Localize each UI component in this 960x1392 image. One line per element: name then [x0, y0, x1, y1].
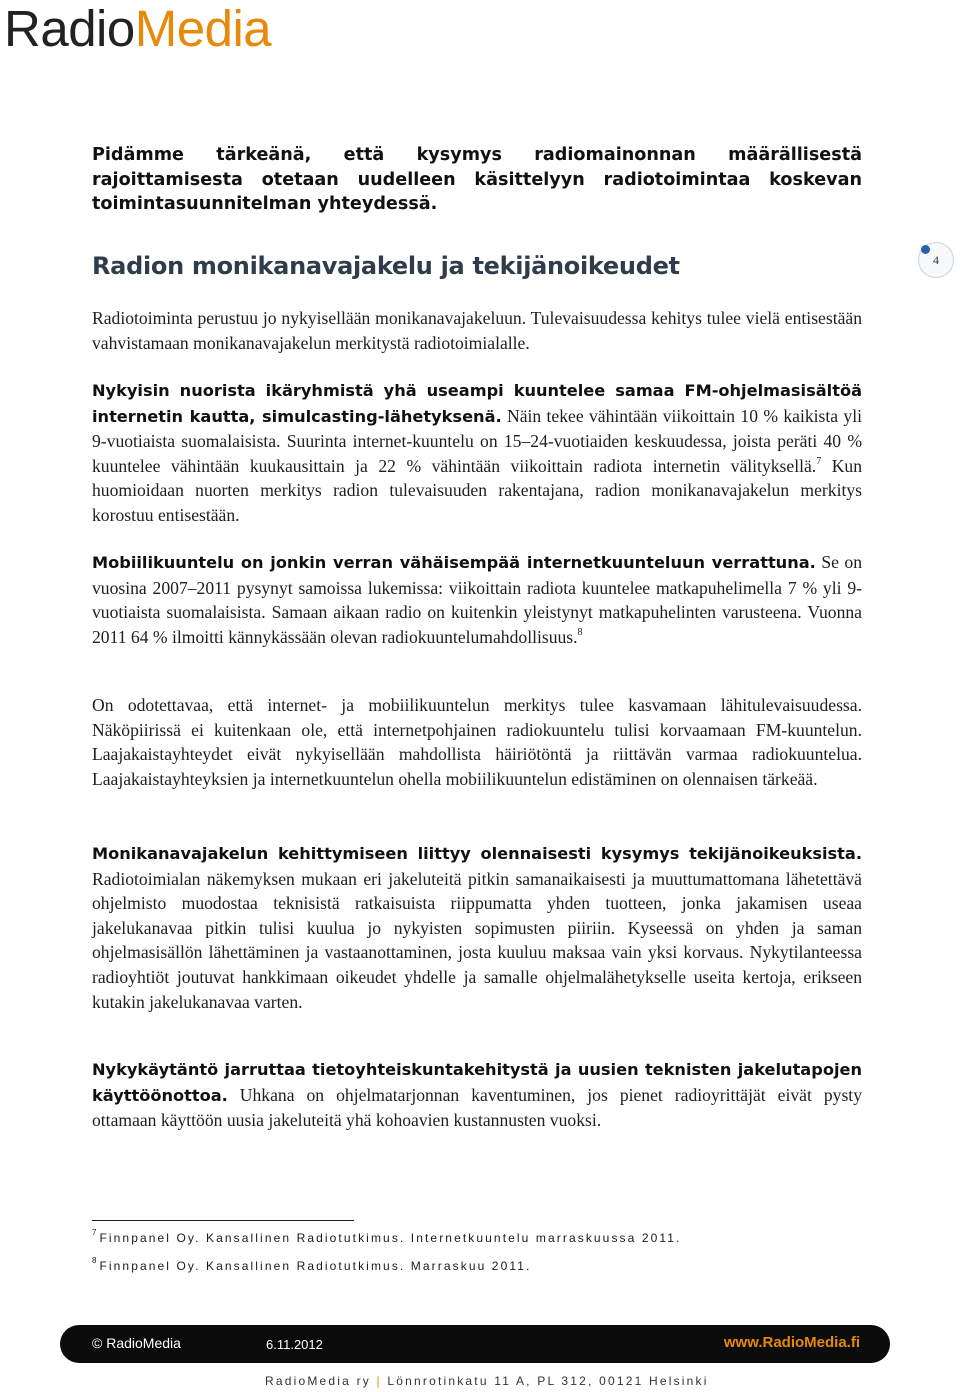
paragraph-2: [92, 378, 862, 528]
logo-media: Media: [134, 0, 272, 57]
footnote-8: [92, 1256, 532, 1273]
intro-paragraph: [92, 143, 862, 217]
address-org: RadioMedia ry: [265, 1374, 371, 1388]
intro-text: Pidämme tärkeänä, että kysymys radiomainonnan määrällisestä rajoittamisesta otetaan uudelleen käsittelyyn radiotoimintaa koskevan toimintasuunnitelman yhteydessä.: [92, 145, 862, 215]
paragraph-3: [92, 550, 862, 649]
radiomedia-logo: [4, 0, 271, 58]
footnote-7-text: Finnpanel Oy. Kansallinen Radiotutkimus. Internetkuuntelu marraskuussa 2011.: [99, 1231, 682, 1245]
paragraph-5-block: [92, 841, 862, 1014]
footer-copyright: © RadioMedia: [92, 1335, 181, 1351]
paragraph-3-text: Se on vuosina 2007–2011 pysynyt samoissa lukemissa: viikoittain radiota kuuntelee matkapuhelimella 7 % yli 9-vuotiaista suomalaisista. Samaan aikaan radio on kuitenkin yleistynyt matkapuhelinten varusteena. Vuonna 2011 64 % ilmoitti kännykässään olevan radiokuuntelumahdollisuus.: [92, 552, 863, 647]
paragraph-2-text: Näin tekee vähintään viikoittain 10 % kaikista yli 9-vuotiaista suomalaisista. Suurinta internet-kuuntelu on 15–24-vuotiaiden keskuudessa, joista peräti 40 % kuuntelee vähintään kuukausittain ja 22 % vähintään viikoittain radiota internetin välityksellä.: [92, 405, 862, 476]
page-number-badge: [918, 242, 954, 278]
footnote-8-text: Finnpanel Oy. Kansallinen Radiotutkimus. Marraskuu 2011.: [99, 1259, 532, 1273]
paragraph-5: [92, 841, 862, 1014]
address-street: Lönnrotinkatu 11 A, PL 312, 00121 Helsinki: [387, 1374, 709, 1388]
footnote-divider: [92, 1220, 354, 1221]
footnote-8-number: 8: [92, 1256, 97, 1265]
footnote-7-number: 7: [92, 1228, 97, 1237]
paragraph-6-block: [92, 1057, 862, 1133]
paragraph-5-text: Radiotoimialan näkemyksen mukaan eri jakeluteitä pitkin samanaikaisesti ja muuttumattomana lähetettävä ohjelmisto muodostaa teknisistä ratkaisuista riippumatta yhden tuotteen, jonka jakamisen useaa jakelukanavaa pitkin tulisi kuulua jo nykyisten sopimusten piiriin. Kyseessä on yhden ja saman ohjelmasisällön lähettäminen ja vastaanottaminen, josta kuuluu maksaa vain yksi korvaus. Nykytilanteessa radioyhtiöt joutuvat hankkimaan oikeudet yhdelle ja samalle ohjelmalähetykselle useita kertoja, erikseen kutakin jakelukanavaa varten.: [92, 868, 862, 1012]
paragraph-2-text-end: Kun huomioidaan nuorten merkitys radion tulevaisuuden rakentajana, radion monikanavajakelun merkitys korostuu entisestään.: [92, 455, 863, 525]
footer-website-link[interactable]: www.RadioMedia.fi: [723, 1334, 860, 1351]
logo-radio: Radio: [4, 0, 135, 57]
paragraph-5-lead: Monikanavajakelun kehittymiseen liittyy olennaisesti kysymys tekijänoikeuksista.: [92, 844, 862, 863]
paragraph-1: Radiotoiminta perustuu jo nykyisellään monikanavajakeluun. Tulevaisuudessa kehitys tulee vielä entisestään vahvistamaan monikanavajakelun merkitystä radiotoimialalle.: [92, 308, 862, 353]
address-separator: |: [376, 1374, 382, 1388]
section-heading: Radion monikanavajakelu ja tekijänoikeudet: [92, 252, 680, 280]
paragraph-6-text: Uhkana on ohjelmatarjonnan kaventuminen, jos pienet radioyrittäjät eivät pysty ottamaan käyttöön uusia jakeluteitä yhä kohoavien kustannusten vuoksi.: [92, 1084, 862, 1131]
footnote-ref-7: 7: [816, 455, 822, 467]
paragraph-1-block: [92, 306, 862, 355]
paragraph-4: On odotettavaa, että internet- ja mobiilikuuntelun merkitys tulee kasvamaan lähitulevaisuudessa. Näköpiirissä ei kuitenkaan ole, että internetpohjainen radiokuuntelu tulisi korvaamaan FM-kuuntelun. Laajakaistayhteydet eivät nykyisellään mahdollista häiriötöntä ja riittävän varmaa radiokuuntelua. Laajakaistayhteyksien ja internetkuuntelun ohella mobiilikuuntelun edistäminen on olennaisen tärkeää.: [92, 695, 862, 789]
page-badge-dot-icon: [921, 245, 930, 254]
footnote-ref-8: 8: [577, 626, 583, 638]
paragraph-2-lead: Nykyisin nuorista ikäryhmistä yhä useampi kuuntelee samaa FM-ohjelmasisältöä internetin kautta, simulcasting-lähetyksenä.: [92, 381, 862, 426]
paragraph-3-block: [92, 550, 862, 649]
footer-date: 6.11.2012: [266, 1337, 323, 1352]
paragraph-4-block: [92, 693, 862, 791]
footnote-7: [92, 1228, 682, 1245]
paragraph-2-block: [92, 378, 862, 528]
footer-bar: [60, 1325, 890, 1363]
footer-address: [265, 1374, 709, 1388]
intro-paragraph-block: [92, 143, 862, 217]
paragraph-6: [92, 1057, 862, 1133]
page-number: 4: [933, 252, 939, 267]
paragraph-3-lead: Mobiilikuuntelu on jonkin verran vähäisempää internetkuunteluun verrattuna.: [92, 553, 816, 572]
paragraph-6-lead: Nykykäytäntö jarruttaa tietoyhteiskuntakehitystä ja uusien teknisten jakelutapojen käyttöönottoa.: [92, 1060, 862, 1105]
